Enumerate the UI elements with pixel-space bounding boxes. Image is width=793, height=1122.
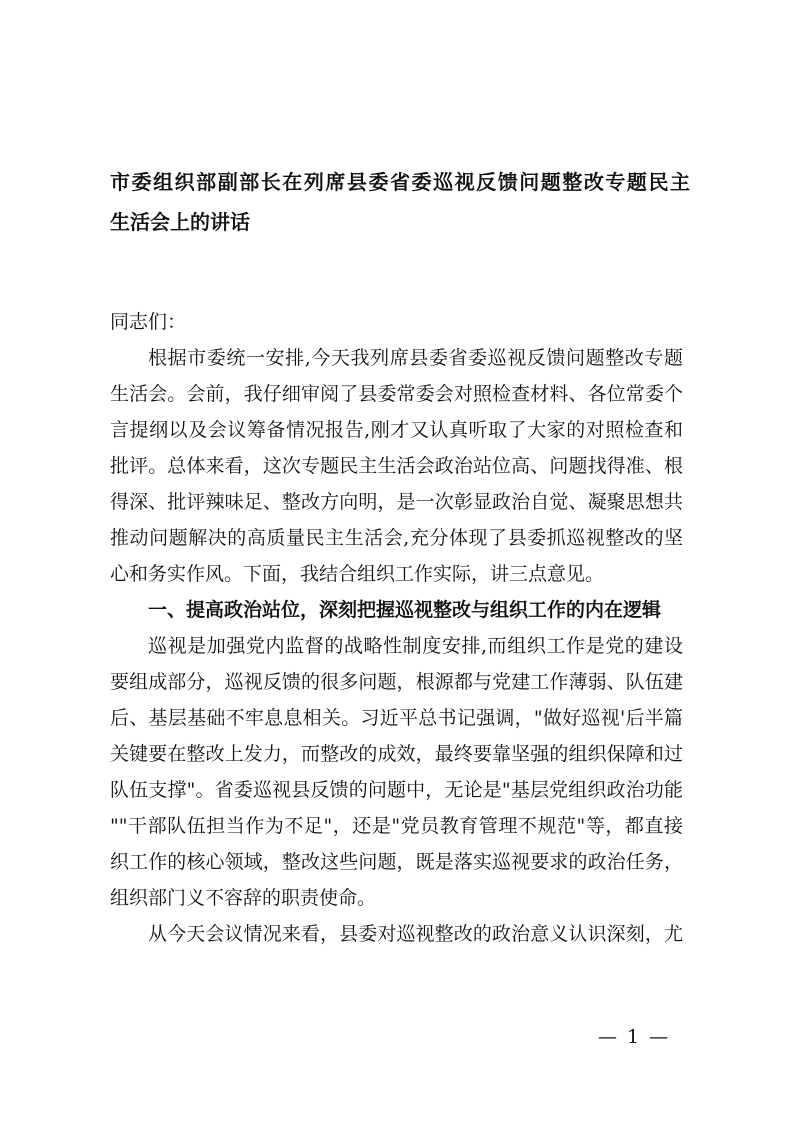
page-number: — 1 — [598, 1026, 671, 1048]
paragraph-line: 织工作的核心领域，整改这些问题，既是落实巡视要求的政治任务， [110, 851, 683, 873]
salutation: 同志们： [110, 311, 187, 333]
paragraph [110, 628, 683, 916]
paragraph-line: 得深、批评辣味足、整改方向明，是一次彰显政治自觉、凝聚思想共 [110, 491, 683, 513]
paragraph-line: 后、基层基础不牢息息相关。习近平总书记强调，"做好巡视'后半篇 [110, 707, 683, 729]
paragraph-line: ""干部队伍担当作为不足"，还是"党员教育管理不规范"等，都直接 [110, 815, 683, 837]
paragraph [110, 916, 683, 952]
paragraph-line: 推动问题解决的高质量民主生活会,充分体现了县委抓巡视整改的坚 [110, 527, 683, 549]
paragraph-line: 队伍支撑"。省委巡视县反馈的问题中，无论是"基层党组织政治功能 [110, 779, 683, 801]
paragraph [110, 340, 683, 592]
paragraph-line: 生活会。会前，我仔细审阅了县委常委会对照检查材料、各位常委个 [110, 383, 683, 405]
paragraph-line: 要组成部分，巡视反馈的很多问题，根源都与党建工作薄弱、队伍建 [110, 671, 683, 693]
section-heading: 一、提高政治站位，深刻把握巡视整改与组织工作的内在逻辑 [148, 599, 662, 621]
title-line: 生活会上的讲话 [110, 210, 250, 234]
paragraph-line: 言提纲以及会议筹备情况报告,刚才又认真听取了大家的对照检查和 [110, 419, 683, 441]
paragraph-line: 关键要在整改上发力，而整改的成效，最终要靠坚强的组织保障和过 [110, 743, 683, 765]
document-title [110, 162, 690, 242]
document-body [110, 304, 683, 952]
paragraph-line: 巡视是加强党内监督的战略性制度安排,而组织工作是党的建设 [148, 635, 683, 657]
paragraph-line: 从今天会议情况来看，县委对巡视整改的政治意义认识深刻，尤 [148, 923, 683, 945]
title-line: 市委组织部副部长在列席县委省委巡视反馈问题整改专题民主 [110, 170, 690, 194]
paragraph-line: 根据市委统一安排,今天我列席县委省委巡视反馈问题整改专题 [148, 347, 683, 369]
paragraph-line: 心和务实作风。下面，我结合组织工作实际，讲三点意见。 [110, 563, 605, 585]
paragraph-line: 组织部门义不容辞的职责使命。 [110, 887, 377, 909]
paragraph-line: 批评。总体来看，这次专题民主生活会政治站位高、问题找得准、根 [110, 455, 683, 477]
